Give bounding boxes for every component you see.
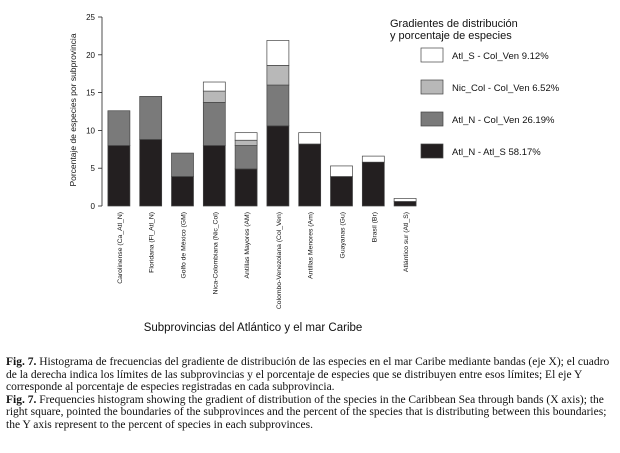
- x-tick-label: Antillas Menores (Am): [307, 212, 315, 279]
- caption-spanish-text: Histograma de frecuencias del gradiente de distribución de las especies en el mar Caribe mediante bandas (eje X); el cuadro de la derecha indica los límites de las subprovincias y el porcentaje de especies que se distribuyen entre esos límites; El eje Y corresponde al porcentaje de especies registradas en cada subprovincia.: [6, 356, 610, 394]
- bar-segment: [203, 91, 225, 102]
- x-tick-label: Colombo-Venezolana (Col_Ven): [275, 212, 283, 310]
- caption-english-text: Frequencies histogram showing the gradient of distribution of the species in the Caribbean Sea through bands (X axis); the right square, pointed the boundaries of the subprovinces and the percent of the species that is distributing between this boundaries; the Y axis represent to the percent of species in each subprovinces.: [6, 393, 607, 431]
- bar-segment: [394, 201, 416, 206]
- bar-segment: [331, 166, 353, 177]
- bar-segment: [235, 133, 257, 141]
- legend-title: Gradientes de distribución y porcentaje de especies: [390, 18, 518, 42]
- bar-segment: [235, 140, 257, 145]
- bar-segment: [172, 177, 194, 206]
- y-tick-label: 10: [86, 126, 95, 136]
- caption-english-label: Fig. 7.: [6, 393, 37, 406]
- x-tick-label: Golfo de México (GM): [180, 212, 188, 279]
- x-tick-label: Nica-Colombiana (Nic_Col): [212, 212, 220, 295]
- y-axis-label: Porcentaje de especies por subprovincia: [68, 33, 78, 187]
- bar-segment: [362, 162, 384, 206]
- legend-swatch: [421, 48, 443, 62]
- bar-segment: [331, 177, 353, 206]
- bar-segment: [203, 82, 225, 91]
- bar-segment: [267, 85, 289, 126]
- bar-segment: [140, 139, 162, 206]
- x-tick-label: Guayanas (Gu): [339, 212, 347, 259]
- legend: [390, 18, 560, 158]
- x-tick-label: Antillas Mayores (AM): [244, 212, 252, 279]
- legend-entry: Atl_N - Col_Ven 26.19%: [452, 115, 555, 126]
- bar-segment: [299, 133, 321, 144]
- x-tick-label: Atlántico sur (Atl_S): [403, 212, 411, 273]
- legend-swatch: [421, 80, 443, 94]
- x-tick-label: Brasil (Br): [371, 212, 379, 243]
- bar-segment: [108, 111, 130, 146]
- bar-segment: [394, 198, 416, 201]
- bar-segment: [108, 146, 130, 206]
- legend-swatch: [421, 144, 443, 158]
- legend-entry: Nic_Col - Col_Ven 6.52%: [452, 83, 560, 94]
- caption-english: [6, 394, 614, 432]
- bar-segment: [140, 96, 162, 139]
- bar-segment: [203, 102, 225, 145]
- y-tick-label: 20: [86, 50, 95, 60]
- figure-caption: [6, 356, 614, 432]
- y-tick-label: 0: [90, 202, 95, 211]
- bar-segment: [172, 153, 194, 176]
- x-axis-label: Subprovincias del Atlántico y el mar Caribe: [143, 322, 363, 334]
- y-tick-label: 5: [90, 164, 95, 174]
- bar-segment: [235, 146, 257, 169]
- bar-segment: [299, 144, 321, 206]
- caption-spanish: [6, 356, 614, 394]
- y-tick-label: 15: [86, 88, 95, 98]
- caption-spanish-label: Fig. 7.: [6, 356, 37, 368]
- x-tick-label: Floridana (Fl_Atl_N): [148, 212, 156, 273]
- y-tick-label: 25: [86, 13, 95, 22]
- bar-segment: [362, 156, 384, 162]
- bar-segment: [267, 65, 289, 85]
- bar-segment: [203, 146, 225, 206]
- legend-entry: Atl_S - Col_Ven 9.12%: [452, 51, 549, 62]
- bar-segment: [235, 169, 257, 206]
- legend-swatch: [421, 112, 443, 126]
- legend-entry: Atl_N - Atl_S 58.17%: [452, 147, 541, 158]
- bar-segment: [267, 40, 289, 65]
- x-tick-label: Carolinense (Ca_Atl_N): [116, 212, 124, 284]
- bar-segment: [267, 126, 289, 206]
- plot-area: [86, 13, 416, 309]
